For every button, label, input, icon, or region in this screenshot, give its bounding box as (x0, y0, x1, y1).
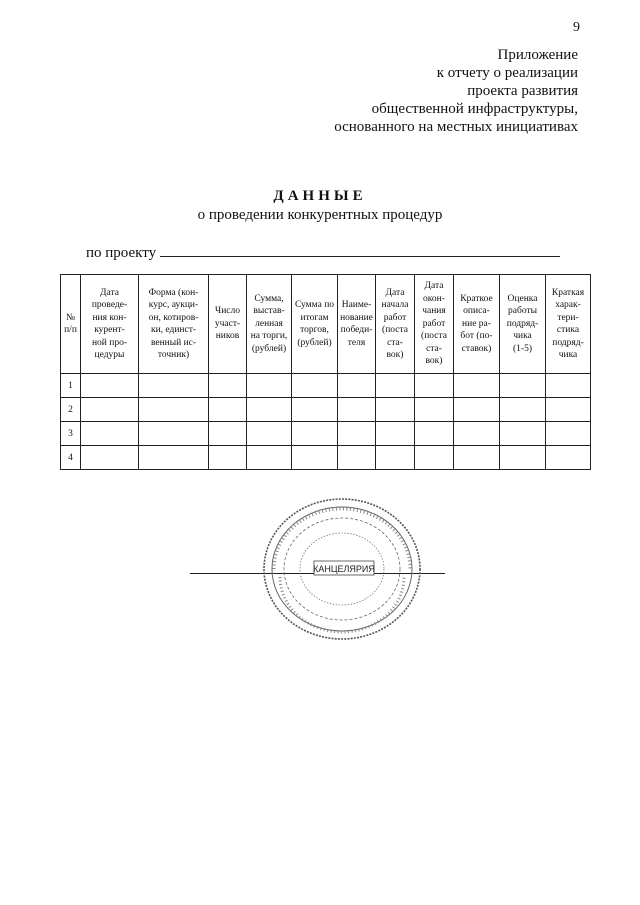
column-header: Дата начала работ (поста ста- вок) (376, 275, 415, 374)
column-header: Форма (кон- курс, аукци- он, котиров- ки, единст- венный ис- точник) (139, 275, 209, 374)
table-cell (415, 374, 454, 398)
table-cell (500, 374, 546, 398)
table-cell (376, 374, 415, 398)
table-row (61, 398, 591, 422)
table-row (61, 446, 591, 470)
table-cell (415, 446, 454, 470)
table-cell (454, 422, 500, 446)
table-cell (292, 446, 338, 470)
table-cell (292, 398, 338, 422)
table-cell (247, 422, 292, 446)
row-number: 1 (61, 374, 81, 398)
column-header: № п/п (61, 275, 81, 374)
column-header: Краткое описа- ние ра- бот (по- ставок) (454, 275, 500, 374)
table-cell (500, 446, 546, 470)
table-cell (415, 422, 454, 446)
table-cell (209, 374, 247, 398)
table-cell (81, 398, 139, 422)
project-line (86, 242, 560, 262)
table-cell (209, 398, 247, 422)
table-cell (376, 398, 415, 422)
official-stamp (262, 497, 422, 642)
table-cell (139, 374, 209, 398)
row-number: 4 (61, 446, 81, 470)
table-cell (546, 398, 591, 422)
column-header: Сумма, выстав- ленная на торги, (рублей) (247, 275, 292, 374)
column-header: Число участ- ников (209, 275, 247, 374)
table-cell (338, 374, 376, 398)
table-cell (139, 422, 209, 446)
table-header-row (61, 275, 591, 374)
appendix-line: к отчету о реализации (436, 65, 578, 81)
table-cell (247, 374, 292, 398)
appendix-line: общественной инфраструктуры, (371, 101, 578, 117)
document-title: ДАННЫЕ (273, 188, 367, 204)
table-row (61, 422, 591, 446)
table-cell (338, 446, 376, 470)
table-cell (454, 446, 500, 470)
column-header: Дата окон- чания работ (поста ста- вок) (415, 275, 454, 374)
table-cell (81, 422, 139, 446)
column-header: Наиме- нование победи- теля (338, 275, 376, 374)
table-cell (247, 446, 292, 470)
table-cell (139, 398, 209, 422)
stamp-center-text: КАНЦЕЛЯРИЯ (313, 564, 375, 574)
project-name-blank (160, 242, 560, 257)
table-cell (546, 422, 591, 446)
table-cell (209, 422, 247, 446)
table-cell (500, 398, 546, 422)
table-cell (415, 398, 454, 422)
appendix-line: Приложение (497, 47, 578, 63)
column-header: Краткая харак- тери- стика подряд- чика (546, 275, 591, 374)
table-cell (292, 374, 338, 398)
row-number: 2 (61, 398, 81, 422)
table-cell (376, 422, 415, 446)
procedures-table (60, 274, 591, 470)
page-number: 9 (573, 20, 580, 35)
table-cell (454, 398, 500, 422)
table-cell (292, 422, 338, 446)
table-cell (338, 398, 376, 422)
project-label: по проекту (86, 245, 157, 261)
table-cell (247, 398, 292, 422)
table-cell (81, 374, 139, 398)
table-cell (209, 446, 247, 470)
row-number: 3 (61, 422, 81, 446)
table-cell (139, 446, 209, 470)
column-header: Дата проведе- ния кон- курент- ной про- цедуры (81, 275, 139, 374)
appendix-line: основанного на местных инициативах (334, 119, 578, 135)
table-cell (500, 422, 546, 446)
table-cell (546, 446, 591, 470)
table-cell (81, 446, 139, 470)
column-header: Сумма по итогам торгов, (рублей) (292, 275, 338, 374)
table-cell (376, 446, 415, 470)
document-subtitle: о проведении конкурентных процедур (197, 207, 443, 223)
table-row (61, 374, 591, 398)
column-header: Оценка работы подряд- чика (1-5) (500, 275, 546, 374)
table-cell (338, 422, 376, 446)
appendix-line: проекта развития (467, 83, 578, 99)
table-cell (546, 374, 591, 398)
table-cell (454, 374, 500, 398)
appendix-block (218, 46, 578, 136)
